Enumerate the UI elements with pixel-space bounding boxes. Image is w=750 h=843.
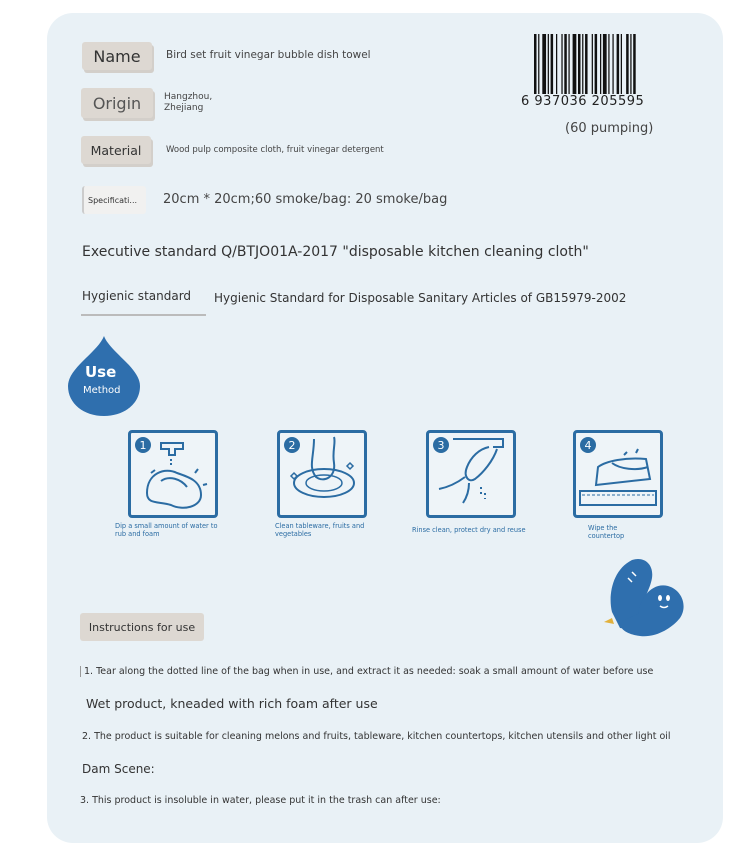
barcode-bar <box>551 34 554 94</box>
origin-value-line2: Zhejiang <box>164 103 204 113</box>
hygienic-value: Hygienic Standard for Disposable Sanitary Articles of GB15979-2002 <box>214 291 627 305</box>
barcode-bar <box>600 34 601 94</box>
barcode-bar <box>585 34 588 94</box>
barcode-bar <box>612 34 613 94</box>
step-3-illustration <box>426 430 516 518</box>
name-label: Name <box>82 42 152 70</box>
barcode-bar <box>568 34 569 94</box>
step-1-number: 1 <box>139 439 147 452</box>
step-2-illustration <box>277 430 367 518</box>
use-title: Use <box>85 363 117 381</box>
barcode-bar <box>630 34 631 94</box>
barcode-bar <box>542 34 546 94</box>
barcode-bar <box>626 34 629 94</box>
barcode-bar <box>633 34 636 94</box>
barcode-bar <box>548 34 549 94</box>
barcode-icon <box>533 34 681 94</box>
barcode-bar <box>608 34 609 94</box>
step-3-number: 3 <box>437 439 445 452</box>
barcode-bar <box>556 34 557 94</box>
step-2-caption: Clean tableware, fruits and vegetables <box>275 522 365 538</box>
spec-value: 20cm * 20cm;60 smoke/bag: 20 smoke/bag <box>163 192 448 207</box>
step-4-caption: Wipe the countertop <box>588 524 625 540</box>
barcode-bar <box>592 34 593 94</box>
barcode-bar <box>595 34 598 94</box>
barcode-bar <box>621 34 622 94</box>
instruction-line-3: 2. The product is suitable for cleaning melons and fruits, tableware, kitchen countertops, kitchen utensils and other light oil <box>82 731 671 742</box>
instructions-label: Instructions for use <box>80 613 204 641</box>
barcode-bar <box>538 34 539 94</box>
instruction-line-1: 1. Tear along the dotted line of the bag when in use, and extract it as needed: soak a small amount of water before use <box>80 666 653 677</box>
spec-label: Specificati... <box>82 186 146 214</box>
material-label: Material <box>81 136 151 164</box>
barcode-bar <box>617 34 620 94</box>
executive-standard: Executive standard Q/BTJO01A-2017 "disposable kitchen cleaning cloth" <box>82 244 589 260</box>
barcode-bar <box>603 34 607 94</box>
name-value: Bird set fruit vinegar bubble dish towel <box>166 49 371 61</box>
origin-label: Origin <box>81 88 153 118</box>
origin-value <box>164 92 212 114</box>
bird-mascot-icon <box>602 556 686 642</box>
origin-value-line1: Hangzhou, <box>164 92 213 102</box>
step-1-caption: Dip a small amount of water to rub and foam <box>115 522 218 538</box>
step-4-number: 4 <box>584 439 592 452</box>
barcode-bar <box>561 34 562 94</box>
barcode-bar <box>582 34 583 94</box>
barcode-bar <box>534 34 537 94</box>
instruction-line-5: 3. This product is insoluble in water, please put it in the trash can after use: <box>80 795 441 806</box>
pumping-text: (60 pumping) <box>565 121 654 136</box>
step-3-caption: Rinse clean, protect dry and reuse <box>412 526 526 534</box>
hygienic-label: Hygienic standard <box>81 289 206 316</box>
barcode-number: 6 937036 205595 <box>521 94 645 109</box>
instruction-line-4: Dam Scene: <box>82 762 155 776</box>
step-1-illustration <box>128 430 218 518</box>
material-value: Wood pulp composite cloth, fruit vinegar detergent <box>166 145 384 155</box>
instruction-line-2: Wet product, kneaded with rich foam after use <box>86 696 378 711</box>
barcode-bar <box>573 34 577 94</box>
barcode-bar <box>578 34 581 94</box>
step-2-number: 2 <box>288 439 296 452</box>
barcode-bar <box>564 34 567 94</box>
use-subtitle: Method <box>83 385 121 396</box>
step-4-illustration <box>573 430 663 518</box>
